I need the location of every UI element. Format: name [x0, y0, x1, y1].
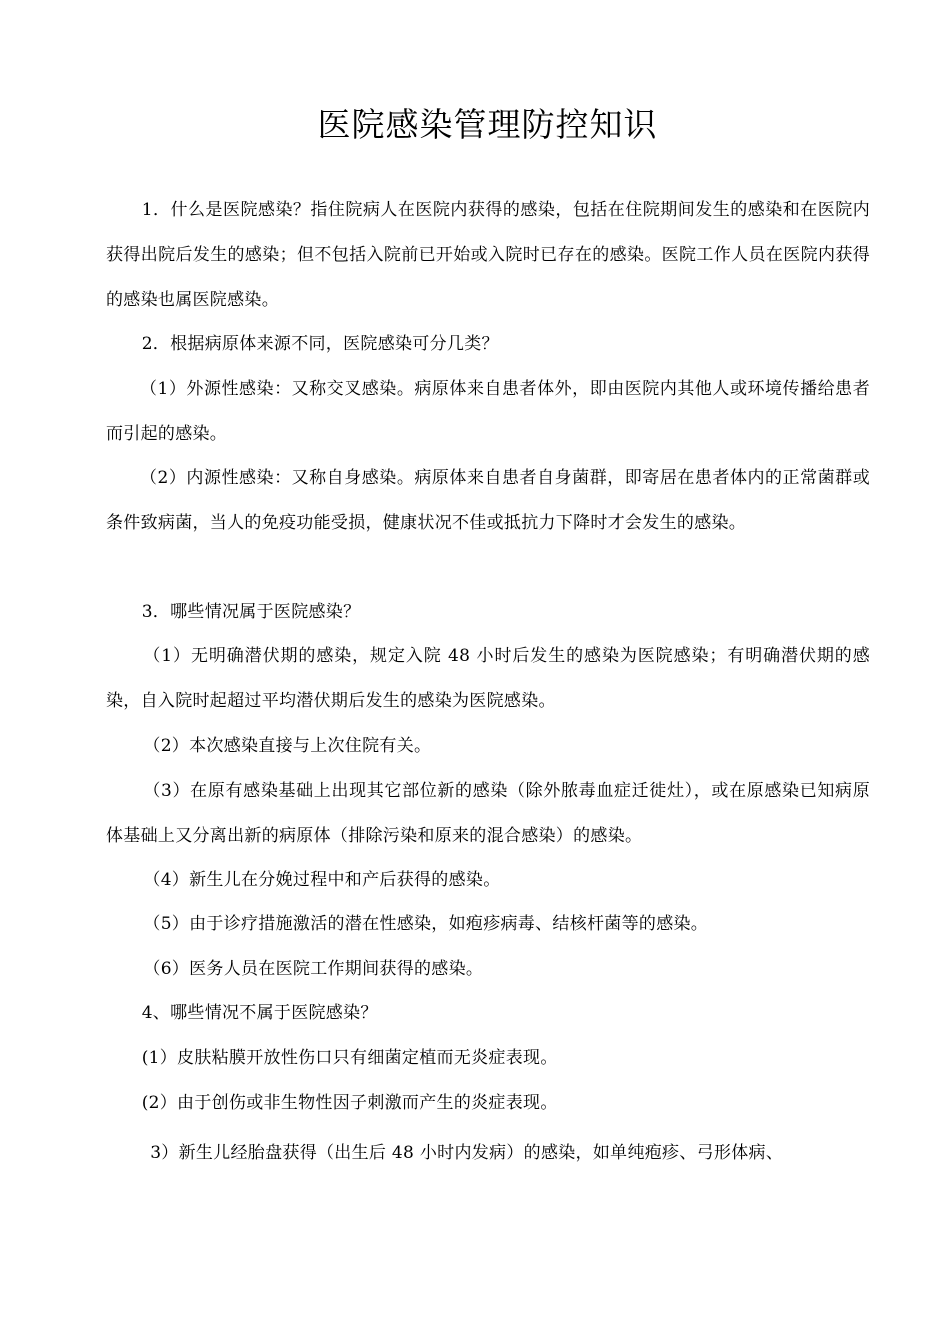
paragraph-case-1: （1）无明确潜伏期的感染，规定入院 48 小时后发生的感染为医院感染；有明确潜伏期的感染，自入院时起超过平均潜伏期后发生的感染为医院感染。	[106, 646, 870, 711]
paragraph-case-4: （4）新生儿在分娩过程中和产后获得的感染。	[143, 870, 501, 890]
paragraph-case-6: （6）医务人员在医院工作期间获得的感染。	[143, 959, 484, 979]
paragraph-question-2: 2．根据病原体来源不同，医院感染可分几类？	[141, 334, 499, 354]
paragraph-endogenous: （2）内源性感染：又称自身感染。病原体来自患者自身菌群，即寄居在患者体内的正常菌群或条件致病菌，当人的免疫功能受损，健康状况不佳或抵抗力下降时才会发生的感染。	[106, 468, 870, 533]
paragraph-question-4: 4、哪些情况不属于医院感染？	[141, 1003, 378, 1023]
paragraph-exclusion-2: (2）由于创伤或非生物性因子刺激而产生的炎症表现。	[141, 1093, 558, 1113]
paragraph-case-3: （3）在原有感染基础上出现其它部位新的感染（除外脓毒血症迁徙灶），或在原感染已知病原体基础上又分离出新的病原体（排除污染和原来的混合感染）的感染。	[106, 781, 870, 846]
paragraph-exclusion-3: 3）新生儿经胎盘获得（出生后 48 小时内发病）的感染，如单纯疱疹、弓形体病、	[150, 1143, 784, 1163]
paragraph-exogenous: （1）外源性感染：又称交叉感染。病原体来自患者体外，即由医院内其他人或环境传播给患者而引起的感染。	[106, 379, 870, 444]
document-title: 医院感染管理防控知识	[317, 105, 658, 144]
paragraph-exclusion-1: (1）皮肤粘膜开放性伤口只有细菌定植而无炎症表现。	[141, 1048, 558, 1068]
paragraph-case-5: （5）由于诊疗措施激活的潜在性感染，如疱疹病毒、结核杆菌等的感染。	[143, 914, 709, 934]
paragraph-case-2: （2）本次感染直接与上次住院有关。	[143, 736, 432, 756]
paragraph-question-3: 3．哪些情况属于医院感染？	[141, 602, 361, 622]
paragraph-definition: 1．什么是医院感染？指住院病人在医院内获得的感染，包括在住院期间发生的感染和在医院内获得出院后发生的感染；但不包括入院前已开始或入院时已存在的感染。医院工作人员在医院内获得的感染也属医院感染。	[106, 200, 870, 310]
